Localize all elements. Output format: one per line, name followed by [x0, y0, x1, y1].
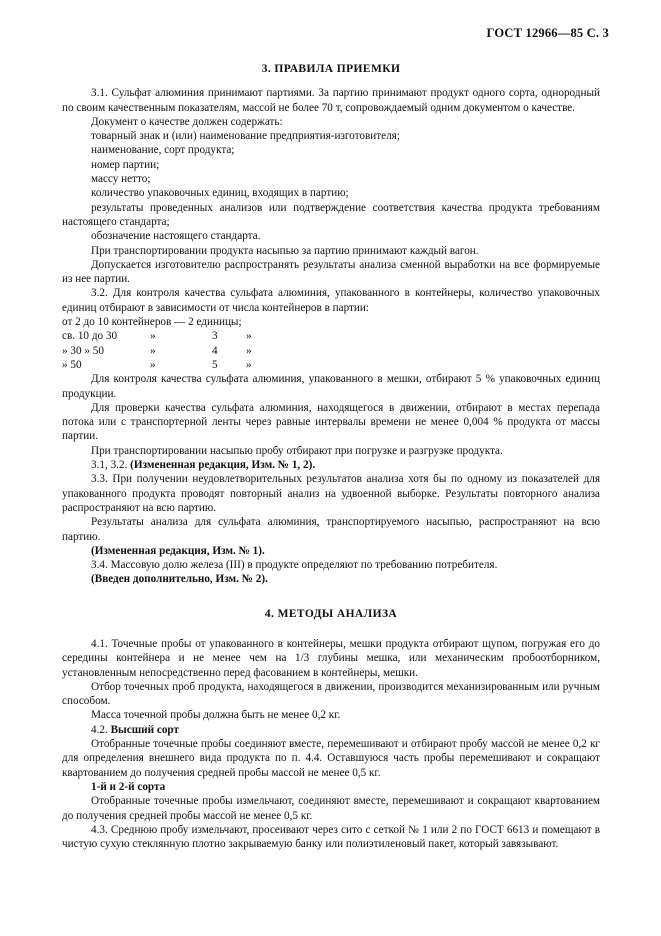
table-row — [62, 329, 276, 343]
table-cell: 3 — [212, 330, 218, 343]
table-cell: » — [150, 344, 156, 357]
paragraph-4-2: Отобранные точечные пробы соединяют вместе, перемешивают и отбирают пробу массой не менее 0,2 кг для определения внешнего вида продукта по п. 4.4. Оставшуюся часть пробы перемешивают и сокращают квартованием до получения средней пробы массой не менее 0,5 кг. — [62, 738, 600, 779]
page-header: ГОСТ 12966—85 С. 3 — [486, 26, 609, 40]
paragraph-transport: При транспортировании продукта насыпью за партию принимают каждый вагон. — [91, 244, 479, 257]
paragraph-4-1: 4.1. Точечные пробы от упакованного в контейнеры, мешки продукта отбирают щупом, погружая его до середины контейнера и не менее чем на 1/3 глубины мешка, или механическим пробоотборником, установленным непосредственно перед фасованием в контейнеры, мешки. — [62, 637, 600, 679]
doc-item: наименование, сорт продукта; — [91, 144, 235, 157]
paragraph-3-3: 3.3. При получении неудовлетворительных результатов анализа хотя бы по одному из показателей для упакованного продукта проводят повторный анализ на удвоенной выборке. Результаты повторного анализа распространяют на всю партию. — [62, 473, 600, 514]
paragraph-allow: Допускается изготовителю распространять результаты анализа сменной выработки на все формируемые из нее партии. — [62, 258, 600, 286]
grade-top-title: Высший сорт — [110, 723, 180, 736]
table-cell: » 30 » 50 — [62, 344, 104, 357]
edit-note-3-4: (Введен дополнительно, Изм. № 2). — [91, 573, 268, 586]
doc-item: обозначение настоящего стандарта. — [91, 230, 261, 243]
table-cell: от 2 до 10 контейнеров — 2 единицы; — [62, 316, 242, 329]
table-cell: 5 — [212, 358, 218, 371]
paragraph-3-4: 3.4. Массовую долю железа (III) в продукте определяют по требованию потребителя. — [91, 559, 498, 572]
edit-note-3-1-3-2 — [62, 458, 600, 472]
section-4-title: 4. МЕТОДЫ АНАЛИЗА — [264, 607, 398, 620]
section-3-title: 3. ПРАВИЛА ПРИЕМКИ — [261, 63, 401, 75]
doc-item: номер партии; — [91, 158, 160, 171]
paragraph-3-1: 3.1. Сульфат алюминия принимают партиями. За партию принимают продукт одного сорта, однородный по своим качественным показателям, массой не более 70 т, сопровождаемый одним документом о качестве. — [62, 87, 600, 114]
paragraph-select: Отбор точечных проб продукта, находящегося в движении, производится механизированным или ручным способом. — [62, 680, 600, 708]
edit-note-ref: 3.1, 3.2. — [91, 459, 128, 472]
table-row — [62, 344, 276, 358]
paragraph-4-2-heading — [62, 723, 600, 737]
edit-note-text: (Измененная редакция, Изм. № 1, 2). — [130, 459, 316, 472]
doc-item: массу нетто; — [91, 173, 151, 186]
paragraph-mass: Масса точечной пробы должна быть не менее 0,2 кг. — [91, 709, 341, 722]
paragraph-moving: Для проверки качества сульфата алюминия, находящегося в движении, отбирают в местах перепада потока или с транспортерной ленты через равные интервалы времени не менее 0,004 % продукта от массы партии. — [62, 401, 600, 443]
table-cell: св. 10 до 30 — [62, 330, 118, 343]
clause-number: 4.2. — [91, 723, 108, 736]
doc-item: количество упаковочных единиц, входящих в партию; — [91, 187, 349, 200]
page-content — [62, 62, 600, 851]
paragraph-grade-12: Отобранные точечные пробы измельчают, соединяют вместе, перемешивают и сокращают квартованием до получения средней пробы массой не менее 0,5 кг. — [62, 795, 600, 822]
table-row — [62, 358, 276, 372]
paragraph-4-3: 4.3. Среднюю пробу измельчают, просеивают через сито с сеткой № 1 или 2 по ГОСТ 6613 и помещают в чистую сухую стеклянную плотно закрываемую банку или полиэтиленовый пакет, который завязывают. — [62, 823, 600, 851]
container-sampling-table — [62, 315, 276, 372]
paragraph-bags: Для контроля качества сульфата алюминия, упакованного в мешки, отбирают 5 % упаковочных единиц продукции. — [62, 373, 600, 400]
table-cell: » 50 — [62, 358, 82, 371]
grade-12-title: 1-й и 2-й сорта — [91, 780, 166, 793]
doc-item: результаты проведенных анализов или подтверждение соответствия качества продукта требованиям настоящего стандарта; — [62, 201, 600, 228]
doc-item: товарный знак и (или) наименование предприятия-изготовителя; — [91, 130, 400, 143]
paragraph-loading: При транспортировании насыпью пробу отбирают при погрузке и разгрузке продукта. — [91, 444, 503, 457]
table-row — [62, 315, 276, 329]
doc-intro: Документ о качестве должен содержать: — [91, 115, 283, 128]
table-cell: 4 — [212, 344, 218, 357]
table-cell: » — [246, 330, 252, 343]
table-cell: » — [246, 344, 252, 357]
paragraph-results: Результаты анализа для сульфата алюминия, транспортируемого насыпью, распространяют на всю партию. — [62, 516, 600, 543]
edit-note-3-3: (Измененная редакция, Изм. № 1). — [91, 544, 265, 557]
paragraph-3-2: 3.2. Для контроля качества сульфата алюминия, упакованного в контейнеры, количество упаковочных единиц отбирают в зависимости от числа контейнеров в партии: — [62, 287, 600, 314]
table-cell: » — [246, 358, 252, 371]
table-cell: » — [150, 330, 156, 343]
table-cell: » — [150, 358, 156, 371]
